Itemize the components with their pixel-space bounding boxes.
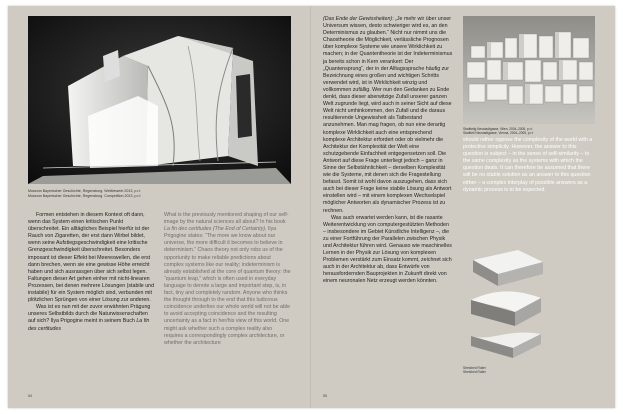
caption-english-right: Stadtteil Neustadtgasse, Vienna, 2004–2005, p.r.t [463, 131, 534, 135]
folded-blocks-caption [463, 366, 563, 374]
page-number-left: 54 [28, 394, 32, 398]
right-page [311, 6, 615, 408]
white-sculptural-model-icon [28, 16, 291, 184]
museum-photo-caption [28, 189, 288, 198]
german-paragraph-2-text: Was ist es nun mit der zuvor erwähnten Prägung unseres Selbstbilds durch die Naturwissenschaften auf sich? Ilya Prigogine meint in seinem Buch [28, 304, 151, 325]
folded-surface-blocks-icon [463, 242, 553, 362]
german-paragraph-1: Formen entstehen in diesem Kontext oft dann, wenn das System einen kritischen Punkt überschreitet. Ein alltägliches Beispiel hierfür ist der Rauch von Zigaretten, der erst dann Wirbel bildet, wenn seine Aufstiegsgeschwindigkeit eine kritische Grenzgeschwindigkeit überschreitet. Besonders imposant ist dieser Effekt bei Meereswellen, die erst dann brechen, wenn sie eine gewisse Höhe erreicht haben und sich ausrassgen über sich selbst legen. Faltungen dieser Art gehen einher mit nicht-linearen Prozessen, bei denen mehrere Lösungen (stabile und instabile) für ein System möglich sind, verbunden mit plötzlichen Sprüngen von einer Lösung zur anderen. [28, 212, 155, 304]
english-column-left [164, 212, 292, 347]
left-page [8, 6, 311, 408]
german-column-right [323, 16, 453, 286]
book-title-german-right: (Das Ende der Gewissheiten) [323, 16, 393, 22]
german-column-left [28, 212, 155, 333]
museum-model-photo [28, 16, 291, 184]
english-paragraph-1-rest: , Ilya Prigogine states: “The more we know about our universe, the more difficult it becomes to believe in determinism.” Chaos theory not only robs us of the opportunity to make reliable predictions about complex systems like our reality; indeterminism is already established at the core of quantum theory: the “quantum leap,” which is often used in everyday language to denote a large and important step, is, in fact, tiny and completely random. Anyone who thinks the thought through to the end that this ludicrous coincidence underlies our whole world will not be able to avoid accepting coincidence and the resulting uncertainty as a fact in her/his view of this world. One might ask whether such a complex reality also requires a correspondingly complex architecture, or whether the architecture [164, 226, 291, 346]
english-paragraph-right-1: should rather oppose the complexity of the world with a protective simplicity. However, the answer to this question is subject – in the sense of self-similarity – to the same complexity as the systems with which the question deals. It can therefore be assumed that there will be no stable solution as an answer to this question either – a complex interplay of possible answers as a dynamic process is to be expected. [463, 137, 593, 193]
book-title-english: La fin des certitudes (The End of Certainty) [164, 226, 265, 233]
caption-german-right: Stadtteilg Neustadtgasse, Wien, 2004–2005, p.r.t [463, 127, 533, 131]
german-paragraph-2 [28, 304, 155, 332]
english-column-right [463, 137, 597, 194]
caption-english-small: Stretched Roller [463, 370, 486, 374]
caption-english: Museum Bayerischer Geschichte, Regensburg. Competition 2013, p.r.t [28, 193, 141, 198]
caption-german-small: Stretched Roller [463, 366, 486, 370]
english-paragraph-1 [164, 212, 292, 347]
book-title-german: La fin des certitudes [28, 318, 150, 332]
urban-photo-caption [463, 127, 595, 135]
book-spread [8, 6, 615, 408]
urban-model-photo [463, 16, 595, 124]
white-urban-block-model-icon [463, 16, 595, 124]
german-paragraph-right-2: Was auch erwartet werden kann, ist die rasante Weiterentwicklung von computergestützten Methoden – insbesondere im Gebiet Künstliche Intelligenz –, die zu einer Fortführung der Parallelen zwischen Physik und Architektur führen wird. Genauso wie maschinelles Lernen in der Physik zur Lösung von komplexen Problemen verstärkt zum Einsatz kommt, zeichnet sich auch in der Architektur ab, dass Entwürfe von herausfordernden Bauprojekten in Zukunft direkt von einem neuronalen Netz erzeugt werden könnten. [323, 214, 452, 285]
english-paragraph-1-start: What is the previously mentioned shaping of our self-image by the natural sciences all about? In his book [164, 212, 289, 226]
german-paragraph-right-1-text: : „Je mehr wir über unser Universum wissen, desto schwieriger wird es, an den Determinismus zu glauben.“ Nicht nur nimmt uns die Chaostheorie die Möglichkeit, verlässliche Prognosen über komplexe Systeme wie unsere Wirklichkeit zu machen; in der Quantentheorie ist der Indeterminismus ja bereits schon in Kern verankert: Der „Quantensprung“, der in der Alltagssprache häufig zur Bezeichnung eines großen und wichtigen Schritts verwendet wird, ist in Wirklichkeit winzig und vollkommen zufällig. Wer nun den Gedanken zu Ende denkt, dass dieser aberwitzige Zufall unserer ganzen Welt zugrunde liegt, wird auch in seiner Sicht auf diese Welt nicht umhinkommen, den Zufall und die daraus resultierende Ungewissheit als Tatbestand anzunehmen. Man mag fragen, ob nun eine derartig komplexe Wirklichkeit auch eine entsprechend komplexe Architektur erfordert oder ob vielmehr die Architektur der Komplexität der Welt eine schutzgebende Einfachheit entgegensetzen soll. Die Antwort auf diese Frage unterliegt jedoch – ganz in Sinne der Selbstähnlichkeit – derselben Komplexität wie die Systeme, mit denen sich die Fragestellung befasst. Somit ist wohl davon auszugehen, dass sich auch bei dieser Frage keine stabile Lösung als Antwort einstellen wird – mit einem komplexen Wechselspiel möglicher Antworten als dynamischer Prozess ist zu rechnen. [323, 16, 453, 214]
folded-blocks-photo [463, 242, 553, 362]
german-paragraph-right-1 [323, 16, 453, 215]
page-number-right: 55 [323, 394, 327, 398]
caption-german: Museum Bayerischer Geschichte, Regensburg. Wettbewerb 2013, p.r.t [28, 189, 141, 193]
